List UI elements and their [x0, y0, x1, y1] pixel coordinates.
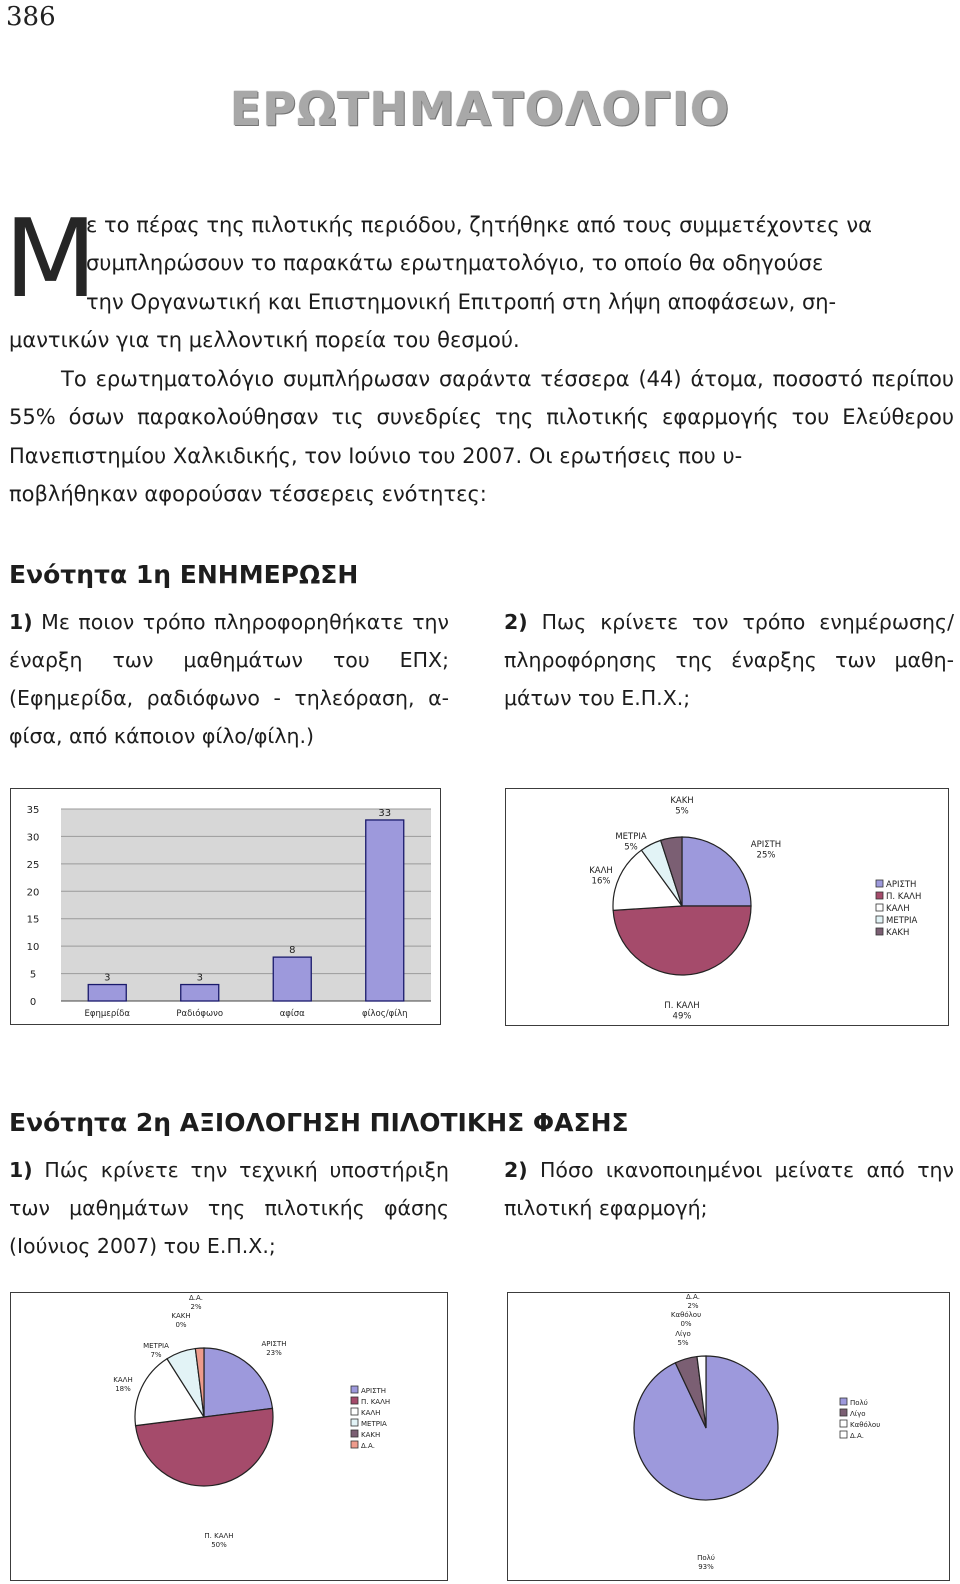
slice-percent: 23%: [266, 1349, 282, 1357]
intro-paragraph-2-end: ποβλήθηκαν αφορούσαν τέσσερεις ενότητες:: [9, 482, 487, 506]
pie-chart-3: [508, 1293, 949, 1580]
legend-swatch: [840, 1409, 847, 1416]
legend-label: Καθόλου: [850, 1421, 881, 1429]
question-text: Με ποιον τρόπο πληροφορηθήκατε την έναρξη των μαθημάτων του ΕΠΧ; (Εφημερίδα, ραδιόφωνο - τηλεόραση, α-φίσα, από κάποιον φίλο/φίλη.): [9, 610, 449, 748]
bar-chart: [11, 789, 440, 1024]
drop-cap: Μ: [4, 197, 98, 322]
slice-percent: 0%: [175, 1321, 187, 1329]
slice-label: Δ.Α.: [188, 1294, 204, 1302]
section-2-heading: [9, 1108, 629, 1137]
pie-chart-3-box: [507, 1292, 950, 1581]
legend-label: Λίγο: [850, 1410, 866, 1418]
x-tick-label: Ραδιόφωνο: [176, 1009, 224, 1019]
legend-swatch: [876, 928, 883, 935]
section-2-question-2: [504, 1151, 954, 1227]
slice-percent: 7%: [150, 1351, 162, 1359]
intro-paragraph-2: Το ερωτηματολόγιο συμπλήρωσαν σαράντα τέσσερα (44) άτομα, ποσοστό περίπου 55% όσων παρακολούθησαν τις συνεδρίες της πιλοτικής εφαρμογής του Ελεύθερου Πανεπιστημίου Χαλκιδικής, τον Ιούνιο του 2007. Οι ερωτήσεις που υ-: [9, 366, 954, 468]
y-tick-label: 5: [29, 969, 37, 981]
y-tick-label: 30: [26, 832, 40, 844]
question-number: 2): [504, 1158, 528, 1182]
legend-swatch: [351, 1430, 358, 1437]
slice-label: ΚΑΚΗ: [670, 796, 694, 806]
legend-label: ΚΑΛΗ: [361, 1409, 381, 1417]
legend-swatch: [351, 1419, 358, 1426]
bar: [273, 957, 311, 1001]
legend-label: ΚΑΛΗ: [886, 904, 910, 914]
question-number: 1): [9, 1158, 33, 1182]
legend-swatch: [876, 916, 883, 923]
intro-rest: [9, 321, 954, 514]
slice-percent: 5%: [675, 806, 689, 817]
slice-percent: 2%: [190, 1303, 202, 1311]
bar: [366, 820, 404, 1001]
section-2-name: ΑΞΙΟΛΟΓΗΣΗ ΠΙΛΟΤΙΚΗΣ ΦΑΣΗΣ: [179, 1108, 629, 1137]
legend-swatch: [351, 1386, 358, 1393]
slice-label: Π. ΚΑΛΗ: [664, 1001, 700, 1011]
legend-swatch: [840, 1398, 847, 1405]
x-tick-label: φίλος/φίλη: [362, 1009, 408, 1019]
question-text: Πώς κρίνετε την τεχνική υποστήριξη των μαθημάτων της πιλοτικής φάσης (Ιούνιος 2007) του Ε.Π.Χ.;: [9, 1158, 449, 1258]
slice-percent: 16%: [591, 876, 611, 887]
legend-label: Δ.Α.: [361, 1442, 376, 1450]
legend-swatch: [840, 1420, 847, 1427]
bar-data-label: 33: [378, 807, 392, 819]
legend-label: Πολύ: [850, 1399, 868, 1407]
legend-label: ΚΑΚΗ: [361, 1431, 381, 1439]
intro-line-4: μαντικών για τη μελλοντική πορεία του θεσμού.: [9, 328, 520, 352]
legend-swatch: [876, 880, 883, 887]
question-number: 1): [9, 610, 33, 634]
x-tick-label: αφίσα: [279, 1009, 305, 1019]
y-tick-label: 0: [29, 997, 37, 1008]
question-text: Πόσο ικανοποιημένοι μείνατε από την πιλοτική εφαρμογή;: [504, 1158, 954, 1220]
slice-label: Καθόλου: [670, 1311, 702, 1319]
legend-label: Π. ΚΑΛΗ: [886, 892, 922, 902]
slice-label: ΑΡΙΣΤΗ: [261, 1340, 287, 1348]
slice-label: ΑΡΙΣΤΗ: [750, 840, 782, 850]
x-tick-label: Εφημερίδα: [84, 1009, 130, 1019]
y-tick-label: 35: [26, 805, 40, 816]
section-2-question-1: [9, 1151, 449, 1265]
pie-slice: [204, 1348, 272, 1417]
slice-percent: 2%: [687, 1302, 699, 1310]
page-title: ΕΡΩΤΗΜΑΤΟΛΟΓΙΟ: [229, 82, 731, 136]
pie-chart-2-box: [10, 1292, 448, 1581]
slice-label: Πολύ: [697, 1554, 715, 1562]
legend-swatch: [351, 1408, 358, 1415]
page-number: 386: [6, 2, 56, 32]
section-1-question-2: [504, 603, 954, 717]
section-1-name: ΕΝΗΜΕΡΩΣΗ: [179, 560, 359, 589]
y-tick-label: 15: [26, 914, 40, 926]
intro-line-1: ε το πέρας της πιλοτικής περιόδου, ζητήθηκε από τους συμμετέχοντες να: [86, 213, 872, 237]
legend-label: ΚΑΚΗ: [886, 928, 910, 938]
slice-label: Δ.Α.: [685, 1293, 701, 1301]
bar-chart-box: [10, 788, 441, 1025]
slice-percent: 25%: [756, 850, 776, 861]
question-number: 2): [504, 610, 528, 634]
slice-label: ΜΕΤΡΙΑ: [615, 832, 647, 842]
legend-label: ΜΕΤΡΙΑ: [361, 1420, 387, 1428]
slice-percent: 49%: [672, 1011, 692, 1022]
question-text: Πως κρίνετε τον τρόπο ενημέρωσης/ πληροφόρησης της έναρξης των μαθη-μάτων του Ε.Π.Χ.;: [504, 610, 954, 710]
legend-swatch: [876, 904, 883, 911]
slice-label: ΚΑΛΗ: [589, 866, 613, 876]
legend-label: Δ.Α.: [850, 1432, 865, 1440]
slice-label: ΚΑΛΗ: [113, 1376, 133, 1384]
legend-label: ΜΕΤΡΙΑ: [886, 916, 918, 926]
slice-percent: 5%: [624, 842, 638, 853]
bar-data-label: 8: [289, 945, 296, 957]
slice-percent: 5%: [677, 1339, 689, 1347]
bar-data-label: 3: [104, 972, 111, 984]
slice-percent: 18%: [115, 1385, 131, 1393]
bar: [88, 985, 126, 1001]
bar: [181, 985, 219, 1001]
y-tick-label: 10: [26, 942, 40, 954]
y-tick-label: 20: [26, 887, 40, 899]
pie-chart-2: [11, 1293, 447, 1580]
pie-chart-1: [506, 789, 948, 1025]
pie-chart-1-box: [505, 788, 949, 1026]
legend-label: ΑΡΙΣΤΗ: [361, 1387, 387, 1395]
slice-label: Λίγο: [675, 1330, 691, 1338]
legend-swatch: [840, 1431, 847, 1438]
section-1-question-1: [9, 603, 449, 755]
slice-label: Π. ΚΑΛΗ: [204, 1532, 234, 1540]
slice-percent: 93%: [698, 1563, 714, 1571]
legend-label: Π. ΚΑΛΗ: [361, 1398, 391, 1406]
y-tick-label: 25: [26, 859, 40, 871]
pie-slice: [682, 837, 751, 906]
legend-swatch: [351, 1441, 358, 1448]
section-2-prefix: Ενότητα 2η: [9, 1108, 172, 1137]
section-1-prefix: Ενότητα 1η: [9, 560, 172, 589]
intro-line-3: την Οργανωτική και Επιστημονική Επιτροπή στη λήψη αποφάσεων, ση-: [86, 290, 837, 314]
legend-swatch: [351, 1397, 358, 1404]
slice-percent: 0%: [680, 1320, 692, 1328]
bar-data-label: 3: [196, 972, 203, 984]
slice-label: ΚΑΚΗ: [171, 1312, 191, 1320]
slice-percent: 50%: [211, 1541, 227, 1549]
legend-swatch: [876, 892, 883, 899]
slice-label: ΜΕΤΡΙΑ: [143, 1342, 169, 1350]
intro-line-2: συμπληρώσουν το παρακάτω ερωτηματολόγιο, το οποίο θα οδηγούσε: [86, 251, 824, 275]
legend-label: ΑΡΙΣΤΗ: [886, 880, 917, 890]
section-1-heading: [9, 560, 358, 589]
pie-slice: [613, 906, 751, 975]
